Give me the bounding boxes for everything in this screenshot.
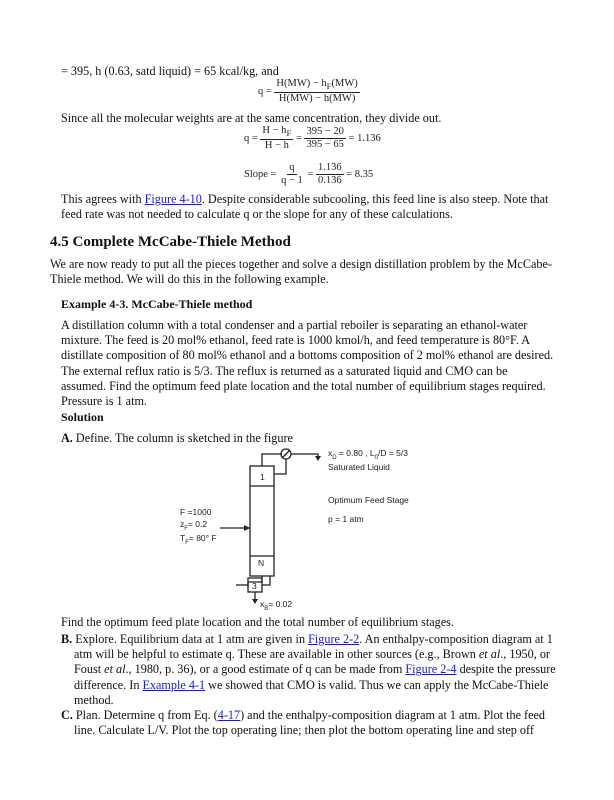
equation-slope xyxy=(244,162,373,187)
step-a-text: Define. The column is sketched in the figure xyxy=(72,431,293,445)
eq2-num1: H − h xyxy=(262,125,287,136)
overhead-line xyxy=(262,454,282,466)
feed-z-val: = 0.2 xyxy=(187,519,208,529)
step-b-t4: ., 1980, p. 36), or a good estimate of q can be made from xyxy=(125,662,406,677)
xd-x: x xyxy=(328,448,333,458)
link-example-4-1[interactable]: Example 4-1 xyxy=(142,677,206,692)
find-line: Find the optimum feed plate location and the total number of equilibrium stages. xyxy=(61,615,454,629)
step-b-t5: despite the pressure difference. In xyxy=(74,662,556,692)
feed-t-val: = 80° F xyxy=(188,533,217,543)
optimum-label: Optimum Feed Stage xyxy=(328,495,409,505)
eq1-lhs: q = xyxy=(258,85,272,97)
eq1-num-tail: (MW) xyxy=(331,78,358,89)
example-title: Example 4-3. McCabe-Thiele method xyxy=(61,297,253,311)
step-b-t1: Explore. Equilibrium data at 1 atm are given in xyxy=(72,632,309,646)
top-line: = 395, h (0.63, satd liquid) = 65 kcal/kg, and xyxy=(61,64,279,78)
eq1-denominator: H(MW) − h(MW) xyxy=(278,93,356,105)
eq2-num1-sub: F xyxy=(286,128,292,139)
link-figure-2-2[interactable]: Figure 2-2 xyxy=(308,632,360,646)
equation-q-value xyxy=(244,125,381,152)
eq1-num-sub: F xyxy=(326,81,332,92)
pressure-label: p = 1 atm xyxy=(328,514,364,524)
eq3-num1: q xyxy=(289,162,295,173)
para-cancel: Since all the molecular weights are at the same concentration, they divide out. xyxy=(61,111,442,125)
bottoms-arrow xyxy=(252,599,258,604)
reboiler-vapor-line xyxy=(262,576,270,585)
step-b-label: B. xyxy=(61,632,73,646)
step-b-t2: . An enthalpy-composition diagram at 1 atm will be helpful to estimate q. These are available in other sources (e.g., Brown xyxy=(74,632,553,662)
reboiler-label: 3 xyxy=(252,581,257,591)
eq2-result: = 1.136 xyxy=(348,132,381,144)
eq2-den2: 395 − 65 xyxy=(306,139,344,151)
xb-label xyxy=(260,599,292,612)
eq3-frac1 xyxy=(279,162,305,187)
solution-label: Solution xyxy=(61,410,104,424)
para-agree-pre: This agrees with xyxy=(61,192,145,206)
step-b-i1: et al xyxy=(478,647,501,662)
eq2-frac2 xyxy=(304,126,345,151)
feed-arrow xyxy=(244,525,250,531)
column-sketch-figure xyxy=(178,444,448,612)
link-figure-4-10[interactable]: Figure 4-10 xyxy=(144,192,202,206)
step-c-label: C. xyxy=(61,708,73,722)
stage-bottom-label: N xyxy=(258,558,265,568)
xb-val: = 0.02 xyxy=(268,599,293,609)
eq2-frac1 xyxy=(260,125,293,152)
step-b-t6: we showed that CMO is valid. Thus we can apply the McCabe-Thiele method. xyxy=(74,677,549,707)
section-heading: 4.5 Complete McCabe-Thiele Method xyxy=(50,234,291,250)
eq3-frac2 xyxy=(316,162,344,187)
eq3-den1: q − 1 xyxy=(281,175,303,186)
distillate-line xyxy=(291,454,318,457)
feed-rate-label: F =1000 xyxy=(180,507,212,517)
ld-text: /D = 5/3 xyxy=(377,448,408,458)
eq2-eqsign: = xyxy=(295,132,302,144)
xd-text: = 0.80 , L xyxy=(336,448,375,458)
condenser-mark xyxy=(282,450,290,458)
example-text: A distillation column with a total condenser and a partial reboiler is separating an ethanol-water mixture. The feed is 20 mol% ethanol, feed rate is 1000 kmol/h, and feed temperature is 80°F. A distillate composition of 80 mol% ethanol and a bottoms composition of 2 mol% ethanol are desired. The external reflux ratio is 5/3. The reflux is returned as a saturated liquid and CMO can be assumed. Find the optimum feed plate location and the total number of equilibrium stages required. Pressure is 1 atm. xyxy=(61,318,554,409)
step-b xyxy=(61,632,568,708)
link-eq-4-17[interactable]: 4-17 xyxy=(217,708,241,722)
eq1-fraction xyxy=(274,78,359,105)
eq3-eqsign: = xyxy=(307,168,314,180)
reflux-line xyxy=(274,459,286,474)
eq3-lhs: Slope = xyxy=(244,168,277,180)
feed-z-sub: F xyxy=(184,526,188,532)
step-c-t1: Plan. Determine q from Eq. ( xyxy=(72,708,218,722)
step-b-i2: et al xyxy=(104,662,126,677)
saturated-label: Saturated Liquid xyxy=(328,462,390,472)
xb-x: x xyxy=(260,599,265,609)
eq3-den2: 0.136 xyxy=(317,175,342,186)
eq2-num2: 395 − 20 xyxy=(306,126,344,138)
equation-q-molar xyxy=(258,78,360,105)
link-figure-2-4[interactable]: Figure 2-4 xyxy=(405,662,457,677)
l0-sub: 0 xyxy=(374,455,378,461)
distillate-arrow xyxy=(315,456,321,461)
feed-t-sub: F xyxy=(185,540,189,546)
step-a-label: A. xyxy=(61,431,73,445)
feed-t: T xyxy=(180,533,186,543)
step-c-t2: ) and the enthalpy-composition diagram at 1 atm. Plot the feed line. Calculate L/V. Plot the top operating line; then plot the bottom operating line and step off xyxy=(74,708,546,738)
feed-z: z xyxy=(180,519,185,529)
eq3-num2: 1.136 xyxy=(317,162,342,173)
stage-top-label: 1 xyxy=(260,472,265,482)
eq2-lhs: q = xyxy=(244,132,258,144)
xd-sub: D xyxy=(332,455,337,461)
feed-t-label xyxy=(180,533,217,546)
step-c xyxy=(61,708,568,738)
eq2-den1: H − h xyxy=(264,140,289,152)
xd-label xyxy=(328,448,408,461)
eq3-result: = 8.35 xyxy=(346,168,374,180)
para-agree-post: . Despite considerable subcooling, this feed line is also steep. Note that feed rate was not needed to calculate q or the slope for any of these calculations. xyxy=(61,192,549,222)
para-intro: We are now ready to put all the pieces together and solve a design distillation problem by the McCabe-Thiele method. We will do this in the following example. xyxy=(50,257,552,287)
eq1-numerator: H(MW) − h xyxy=(276,78,327,89)
para-agree xyxy=(61,192,556,222)
feed-z-label xyxy=(180,519,207,532)
step-b-t3: ., 1950, or Foust xyxy=(74,647,550,677)
xb-sub: B xyxy=(264,606,269,612)
